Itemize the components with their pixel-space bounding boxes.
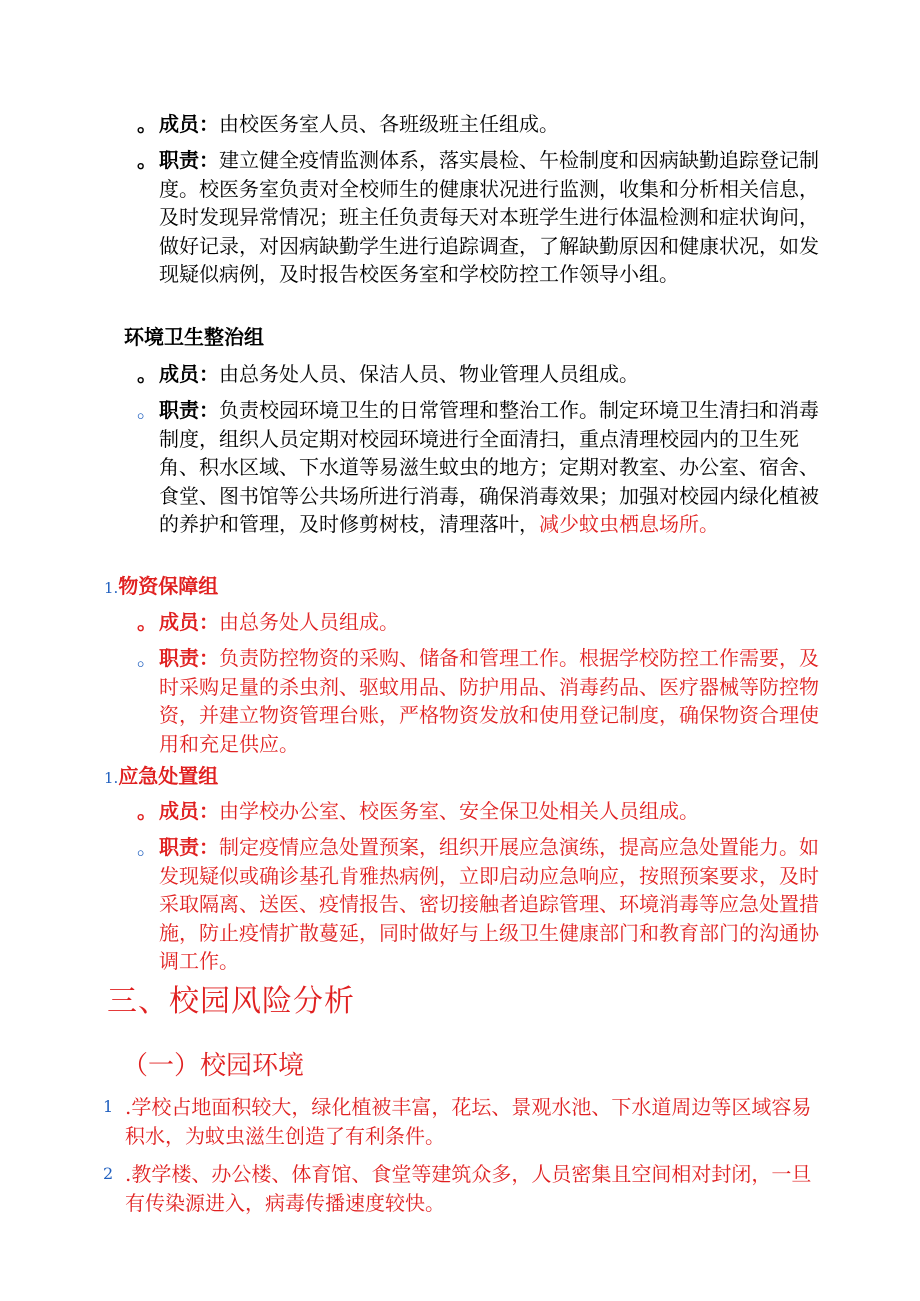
duty-text: 建立健全疫情监测体系，落实晨检、午检制度和因病缺勤追踪登记制度。校医务室负责对全校师生的健康状况进行监测，收集和分析相关信息，及时发现异常情况；班主任负责每天对本班学生进行体温检测和症状询问，做好记录，对因病缺勤学生进行追踪调查，了解缺勤原因和健康状况，如发现疑似病例，及时报告校医务室和学校防控工作领导小组。 <box>159 148 819 286</box>
member-label: 成员： <box>159 362 219 386</box>
bullet-dot: 。 <box>137 799 157 823</box>
member-text: 由总务处人员、保洁人员、物业管理人员组成。 <box>219 362 639 386</box>
team1-duty-item <box>137 146 837 289</box>
duty-label: 职责： <box>159 398 219 422</box>
section3-subheading: （一）校园环境 <box>122 1051 305 1081</box>
section3-heading: 三、校园风险分析 <box>107 984 355 1019</box>
list-text: .学校占地面积较大，绿化植被丰富，花坛、景观水池、下水道周边等区域容易积水，为蚊虫滋生创造了有利条件。 <box>125 1095 812 1148</box>
member-label: 成员： <box>159 799 219 823</box>
team3-duty-item <box>137 644 837 758</box>
team3-member-item <box>137 608 837 637</box>
team4-duty-item <box>137 833 837 976</box>
team2-member-item <box>137 360 837 389</box>
list-item <box>103 1093 823 1150</box>
bullet-dot: 。 <box>137 148 157 172</box>
member-text: 由学校办公室、校医务室、安全保卫处相关人员组成。 <box>219 799 699 823</box>
team3-title-row <box>104 572 218 602</box>
list-text: .教学楼、办公楼、体育馆、食堂等建筑众多，人员密集且空间相对封闭，一旦有传染源进入，病毒传播速度较快。 <box>125 1162 812 1215</box>
duty-text: 负责校园环境卫生的日常管理和整治工作。制定环境卫生清扫和消毒制度，组织人员定期对校园环境进行全面清扫，重点清理校园内的卫生死角、积水区域、下水道等易滋生蚊虫的地方；定期对教室、办公室、宿舍、食堂、图书馆等公共场所进行消毒，确保消毒效果；加强对校园内绿化植被的养护和管理，及时修剪树枝，清理落叶， <box>159 398 819 536</box>
list-item <box>103 1160 823 1217</box>
member-text: 由总务处人员组成。 <box>219 610 399 634</box>
member-text: 由校医务室人员、各班级班主任组成。 <box>219 112 559 136</box>
bullet-dot: 。 <box>137 112 157 136</box>
duty-label: 职责： <box>159 646 219 670</box>
duty-label: 职责： <box>159 835 219 859</box>
duty-text: 负责防控物资的采购、储备和管理工作。根据学校防控工作需要，及时采购足量的杀虫剂、驱蚊用品、防护用品、消毒药品、医疗器械等防控物资，并建立物资管理台账，严格物资发放和使用登记制度，确保物资合理使用和充足供应。 <box>159 646 819 756</box>
bullet-dot: 。 <box>137 398 157 422</box>
duty-label: 职责： <box>159 148 219 172</box>
team2-title: 环境卫生整治组 <box>124 325 264 349</box>
list-number: 2 <box>103 1164 114 1183</box>
duty-text-highlight: 减少蚊虫栖息场所。 <box>539 512 719 536</box>
bullet-dot: 。 <box>137 646 157 670</box>
team3-title: 物资保障组 <box>118 574 219 598</box>
team4-member-item <box>137 797 837 826</box>
member-label: 成员： <box>159 112 219 136</box>
bullet-dot: 。 <box>137 835 157 859</box>
list-number: 1 <box>103 1097 114 1116</box>
member-label: 成员： <box>159 610 219 634</box>
team4-title: 应急处置组 <box>118 764 219 788</box>
team1-member-item <box>137 110 837 139</box>
team4-title-row <box>104 762 218 792</box>
team3-number: 1. <box>104 579 119 597</box>
team2-duty-item <box>137 396 837 539</box>
duty-text: 制定疫情应急处置预案，组织开展应急演练，提高应急处置能力。如发现疑似或确诊基孔肯雅热病例，立即启动应急响应，按照预案要求，及时采取隔离、送医、疫情报告、密切接触者追踪管理、环境消毒等应急处置措施，防止疫情扩散蔓延，同时做好与上级卫生健康部门和教育部门的沟通协调工作。 <box>159 835 819 973</box>
team4-number: 1. <box>104 769 119 787</box>
bullet-dot: 。 <box>137 610 157 634</box>
bullet-dot: 。 <box>137 362 157 386</box>
